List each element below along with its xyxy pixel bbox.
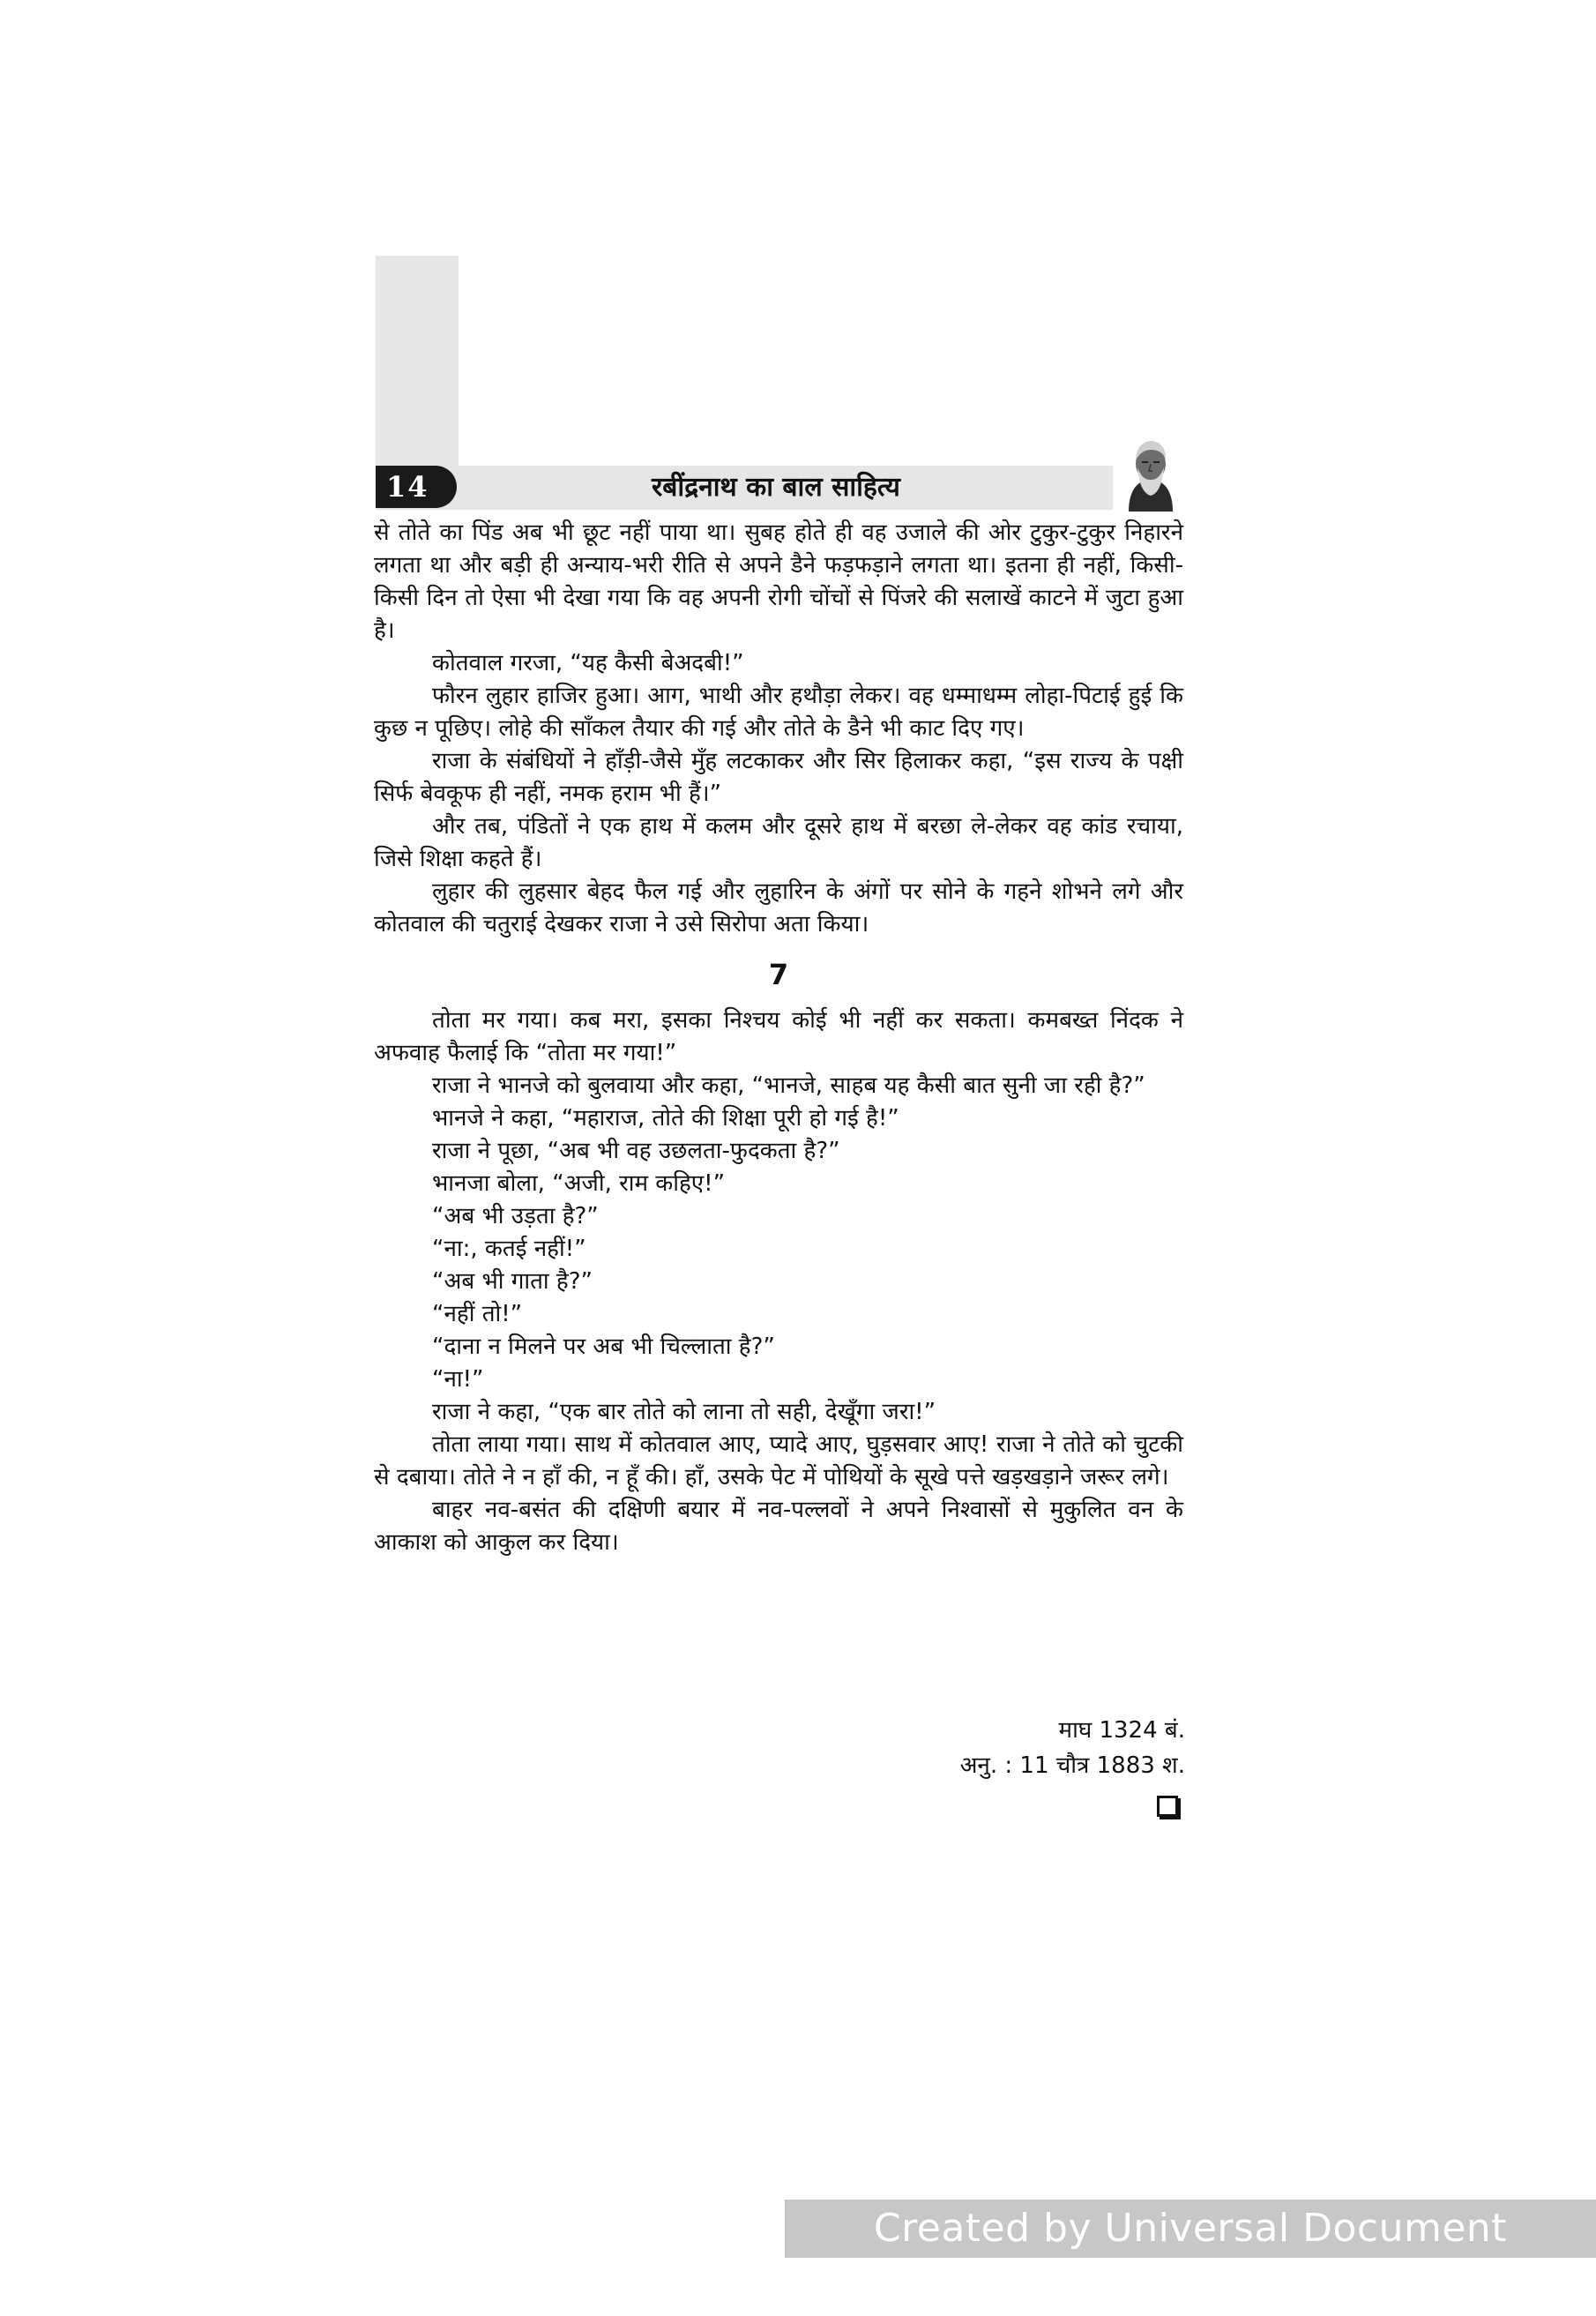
body-text: [374, 517, 1183, 1559]
watermark: Created by Universal Document Converter: [785, 2200, 1596, 2258]
paragraph: राजा के संबंधियों ने हाँड़ी-जैसे मुँह लटकाकर और सिर हिलाकर कहा, “इस राज्य के पक्षी सिर्फ बेवकूफ ही नहीं, नमक हराम भी हैं।”: [374, 748, 1183, 807]
paragraph: राजा ने भानजे को बुलवाया और कहा, “भानजे, साहब यह कैसी बात सुनी जा रही है?”: [432, 1072, 1145, 1099]
dialogue-line: भानजे ने कहा, “महाराज, तोते की शिक्षा पूरी हो गई है!”: [432, 1105, 899, 1132]
dialogue-line: राजा ने कहा, “एक बार तोते को लाना तो सही, देखूँगा जरा!”: [432, 1399, 936, 1425]
closing-note: [882, 1713, 1196, 1783]
paragraph: तोता मर गया। कब मरा, इसका निश्चय कोई भी नहीं कर सकता। कमबख्त निंदक ने अफवाह फैलाई कि “तोता मर गया!”: [374, 1007, 1183, 1066]
paragraph: बाहर नव-बसंत की दक्षिणी बयार में नव-पल्लवों ने अपने निश्वासों से मुकुलित वन के आकाश को आकुल कर दिया।: [374, 1497, 1183, 1556]
running-title: रबींद्रनाथ का बाल साहित्य: [652, 472, 900, 503]
dialogue-line: “ना:, कतई नहीं!”: [432, 1236, 586, 1262]
dialogue-line: राजा ने पूछा, “अब भी वह उछलता-फुदकता है?”: [432, 1138, 840, 1164]
paragraph: फौरन लुहार हाजिर हुआ। आग, भाथी और हथौड़ा लेकर। वह धम्माधम्म लोहा-पिटाई हुई कि कुछ न पूछिए। लोहे की साँकल तैयार की गई और तोते के डैने भी काट दिए गए।: [374, 683, 1183, 742]
dialogue-line: “नहीं तो!”: [432, 1301, 523, 1327]
paragraph: और तब, पंडितों ने एक हाथ में कलम और दूसरे हाथ में बरछा ले-लेकर वह कांड रचाया, जिसे शिक्षा कहते हैं।: [374, 813, 1183, 872]
paragraph: कोतवाल गरजा, “यह कैसी बेअदबी!”: [432, 650, 744, 676]
dialogue-line: “ना!”: [432, 1366, 484, 1393]
dialogue-line: “अब भी गाता है?”: [432, 1268, 593, 1295]
date-line: माघ 1324 बं.: [1058, 1717, 1185, 1744]
dialogue-line: “दाना न मिलने पर अब भी चिल्लाता है?”: [432, 1334, 775, 1360]
translation-line: अनु. : 11 चौत्र 1883 श.: [959, 1752, 1185, 1779]
end-square-icon: [1157, 1796, 1178, 1817]
paragraph: लुहार की लुहसार बेहद फैल गई और लुहारिन के अंगों पर सोने के गहने शोभने लगे और कोतवाल की चतुराई देखकर राजा ने उसे सिरोपा अता किया।: [374, 878, 1183, 938]
dialogue-line: भानजा बोला, “अजी, राम कहिए!”: [432, 1170, 726, 1197]
paragraph: तोता लाया गया। साथ में कोतवाल आए, प्यादे आए, घुड़सवार आए! राजा ने तोते को चुटकी से दबाया। तोते ने न हाँ की, न हूँ की। हाँ, उसके पेट में पोथियों के सूखे पत्ते खड़खड़ाने जरूर लगे।: [374, 1431, 1183, 1490]
tagore-portrait-icon: [1113, 437, 1189, 512]
page-number: 14: [376, 466, 457, 508]
section-number: 7: [768, 958, 789, 991]
header-tab: [376, 256, 459, 467]
dialogue-line: “अब भी उड़ता है?”: [432, 1203, 599, 1229]
paragraph: से तोते का पिंड अब भी छूट नहीं पाया था। सुबह होते ही वह उजाले की ओर टुकुर-टुकुर निहारने लगता था और बड़ी ही अन्याय-भरी रीति से अपने डैने फड़फड़ाने लगता था। इतना ही नहीं, किसी-किसी दिन तो ऐसा भी देखा गया कि वह अपनी रोगी चोंचों से पिंजरे की सलाखें काटने में जुटा हुआ है।: [374, 519, 1184, 644]
